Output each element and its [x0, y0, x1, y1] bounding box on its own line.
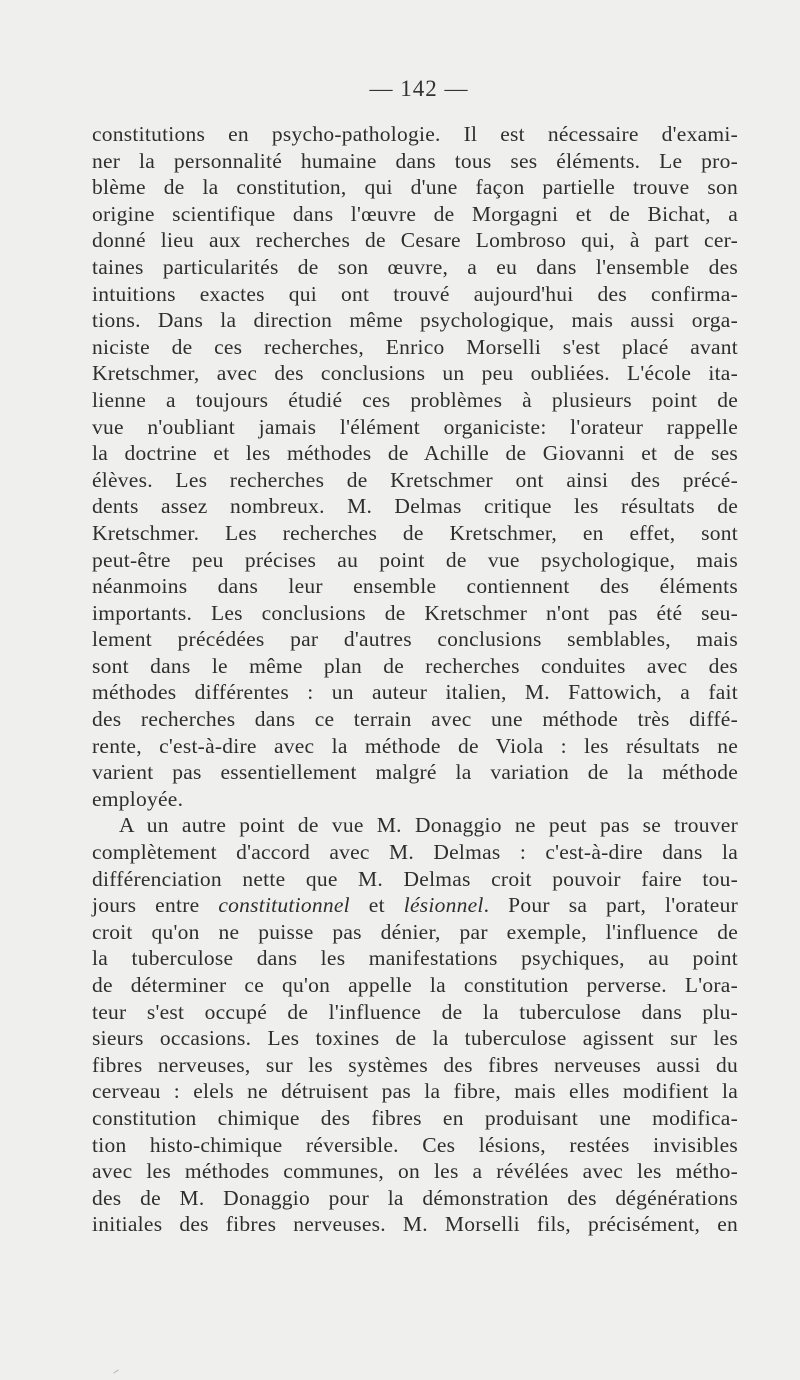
- text-line: constitution chimique des fibres en produisant une modifica-: [92, 1105, 738, 1130]
- paragraph-2: [92, 812, 738, 1238]
- text-line: croit qu'on ne puisse pas dénier, par exemple, l'influence de: [92, 919, 738, 944]
- text-line: lienne a toujours étudié ces problèmes à plusieurs point de: [92, 387, 738, 412]
- text-line: Kretschmer, avec des conclusions un peu oubliées. L'école ita-: [92, 361, 738, 386]
- text-line: employée.: [92, 786, 184, 811]
- italic-term: lésionnel: [403, 893, 484, 918]
- text-line: cerveau : elels ne détruisent pas la fibre, mais elles modifient la: [92, 1079, 738, 1104]
- text-line-with-italics: [92, 892, 738, 919]
- text-line: Kretschmer. Les recherches de Kretschmer, en effet, sont: [92, 520, 738, 545]
- text-line: des recherches dans ce terrain avec une méthode très diffé-: [92, 707, 738, 732]
- text-line: élèves. Les recherches de Kretschmer ont ainsi des précé-: [92, 467, 738, 492]
- text-line: ner la personnalité humaine dans tous ses éléments. Le pro-: [92, 148, 738, 173]
- page-number: — 142 —: [369, 76, 469, 101]
- text-line: différenciation nette que M. Delmas croit pouvoir faire tou-: [92, 866, 738, 891]
- text-line: intuitions exactes qui ont trouvé aujourd'hui des confirma-: [92, 281, 738, 306]
- text-line: sont dans le même plan de recherches conduites avec des: [92, 653, 738, 678]
- text-line: vue n'oubliant jamais l'élément organiciste: l'orateur rappelle: [92, 414, 738, 439]
- text-line: constitutions en psycho-pathologie. Il est nécessaire d'exami-: [92, 122, 738, 146]
- text-line: varient pas essentiellement malgré la variation de la méthode: [92, 760, 738, 785]
- text-line: dents assez nombreux. M. Delmas critique les résultats de: [92, 494, 738, 519]
- text-line: la doctrine et les méthodes de Achille de Giovanni et de ses: [92, 441, 738, 466]
- text-line: rente, c'est-à-dire avec la méthode de Viola : les résultats ne: [92, 733, 738, 758]
- text-line: complètement d'accord avec M. Delmas : c'est-à-dire dans la: [92, 840, 738, 865]
- text-run: et: [349, 893, 404, 918]
- text-line: tion histo-chimique réversible. Ces lésions, restées invisibles: [92, 1132, 738, 1157]
- text-line: A un autre point de vue M. Donaggio ne peut pas se trouver: [119, 813, 738, 838]
- text-line: néanmoins dans leur ensemble contiennent des éléments: [92, 574, 738, 599]
- italic-term: constitutionnel: [218, 893, 350, 918]
- text-line: taines particularités de son œuvre, a eu dans l'ensemble des: [92, 254, 738, 279]
- text-line: tions. Dans la direction même psychologique, mais aussi orga-: [92, 308, 738, 333]
- text-line: lement précédées par d'autres conclusions semblables, mais: [92, 627, 738, 652]
- paragraph-1: [92, 121, 738, 812]
- text-line: origine scientifique dans l'œuvre de Morgagni et de Bichat, a: [92, 201, 738, 226]
- body-text: [92, 121, 738, 1238]
- text-line: niciste de ces recherches, Enrico Morselli s'est placé avant: [92, 334, 738, 359]
- text-line: peut-être peu précises au point de vue psychologique, mais: [92, 547, 738, 572]
- text-line: teur s'est occupé de l'influence de la tuberculose dans plu-: [92, 999, 738, 1024]
- text-line: méthodes différentes : un auteur italien, M. Fattowich, a fait: [92, 680, 738, 705]
- text-line: fibres nerveuses, sur les systèmes des fibres nerveuses aussi du: [92, 1052, 738, 1077]
- text-run: . Pour sa part, l'orateur: [483, 893, 738, 918]
- text-line: la tuberculose dans les manifestations psychiques, au point: [92, 946, 738, 971]
- text-line: blème de la constitution, qui d'une façon partielle trouve son: [92, 175, 738, 200]
- text-line: sieurs occasions. Les toxines de la tuberculose agissent sur les: [92, 1026, 738, 1051]
- paper-speck: [113, 1369, 118, 1373]
- text-line: des de M. Donaggio pour la démonstration des dégénérations: [92, 1185, 738, 1210]
- text-line: initiales des fibres nerveuses. M. Morselli fils, précisément, en: [92, 1212, 738, 1237]
- text-line: de déterminer ce qu'on appelle la constitution perverse. L'ora-: [92, 973, 738, 997]
- text-line: avec les méthodes communes, on les a révélées avec les métho-: [92, 1159, 738, 1184]
- text-line: importants. Les conclusions de Kretschmer n'ont pas été seu-: [92, 600, 738, 625]
- text-run: jours entre: [92, 893, 219, 918]
- text-line: donné lieu aux recherches de Cesare Lombroso qui, à part cer-: [92, 228, 738, 253]
